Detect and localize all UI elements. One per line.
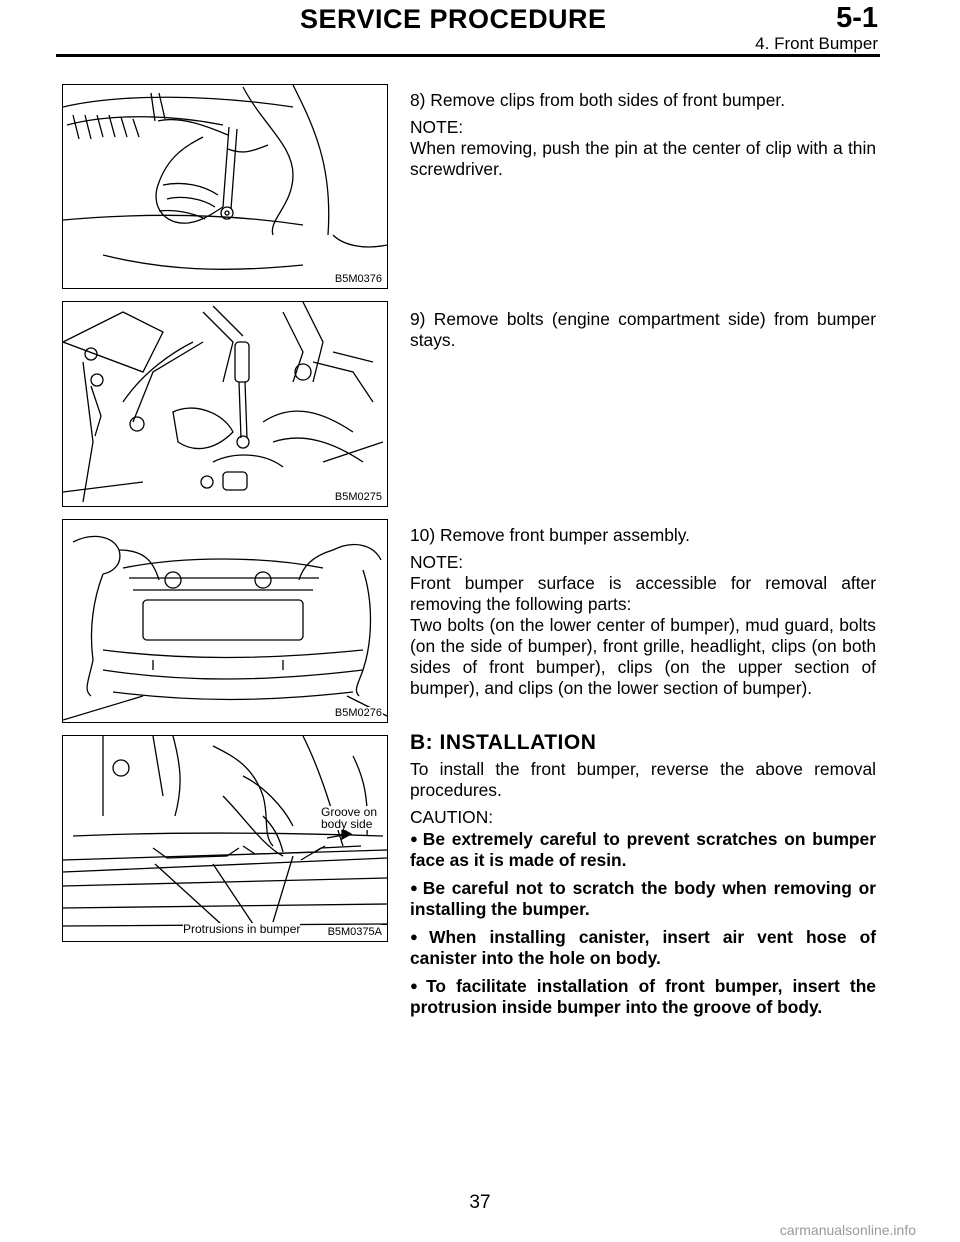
bullet-icon: ● (410, 978, 424, 993)
step-10-note-1: Front bumper surface is accessible for removal after removing the following parts: (410, 573, 876, 614)
step-10-note-2: Two bolts (on the lower center of bumper), mud guard, bolts (on the side of bumper), front grille, headlight, clips (on both sides of front bumper), clips (on the upper section of bumper), and clips (on the lower section of bumper). (410, 615, 876, 698)
header-rule (56, 54, 880, 57)
stay-bolts-illustration (63, 302, 387, 506)
figure-bumper-stay-bolts (62, 301, 388, 507)
bullet-icon: ● (410, 880, 420, 895)
watermark: carmanualsonline.info (779, 1222, 916, 1238)
section-number: 5-1 (836, 2, 878, 34)
step-10-note-label: NOTE: (410, 552, 464, 572)
figure-code: B5M0275 (334, 491, 382, 503)
bullet-icon: ● (410, 831, 420, 846)
figure-bumper-removal (62, 519, 388, 723)
installation-intro: To install the front bumper, reverse the above removal procedures. (410, 759, 876, 800)
figure-groove-protrusions (62, 735, 388, 942)
callout-groove: Groove on body side (321, 805, 378, 831)
step-10-text: 10) Remove front bumper assembly. (410, 525, 690, 545)
figure-code: B5M0276 (334, 707, 382, 719)
figure-code: B5M0376 (334, 273, 382, 285)
step-9 (410, 309, 876, 357)
caution-item: ● Be extremely careful to prevent scratches on bumper face as it is made of resin. (410, 829, 876, 870)
caution-label: CAUTION: (410, 807, 494, 827)
installation-heading: B: INSTALLATION (410, 731, 597, 754)
page-number: 37 (469, 1192, 491, 1213)
bumper-removal-illustration (63, 520, 387, 722)
callout-protrusions: Protrusions in bumper (183, 922, 301, 936)
subsection-title: 4. Front Bumper (755, 34, 878, 53)
step-8-note: When removing, push the pin at the center of clip with a thin screwdriver. (410, 138, 876, 179)
bullet-icon: ● (410, 929, 427, 944)
installation-section (410, 732, 876, 1024)
caution-item: ● To facilitate installation of front bumper, insert the protrusion inside bumper into the groove of body. (410, 976, 876, 1017)
page-title: SERVICE PROCEDURE (300, 4, 607, 34)
figure-clip-removal (62, 84, 388, 289)
clip-removal-illustration (63, 85, 387, 288)
step-8 (410, 90, 876, 180)
step-8-note-label: NOTE: (410, 117, 464, 137)
step-8-text: 8) Remove clips from both sides of front bumper. (410, 90, 786, 110)
step-9-text: 9) Remove bolts (engine compartment side) from bumper stays. (410, 309, 876, 350)
caution-item: ● Be careful not to scratch the body when removing or installing the bumper. (410, 878, 876, 919)
step-10 (410, 525, 876, 699)
figure-code: B5M0375A (327, 926, 382, 938)
groove-illustration (63, 736, 387, 941)
caution-item: ● When installing canister, insert air vent hose of canister into the hole on body. (410, 927, 877, 968)
